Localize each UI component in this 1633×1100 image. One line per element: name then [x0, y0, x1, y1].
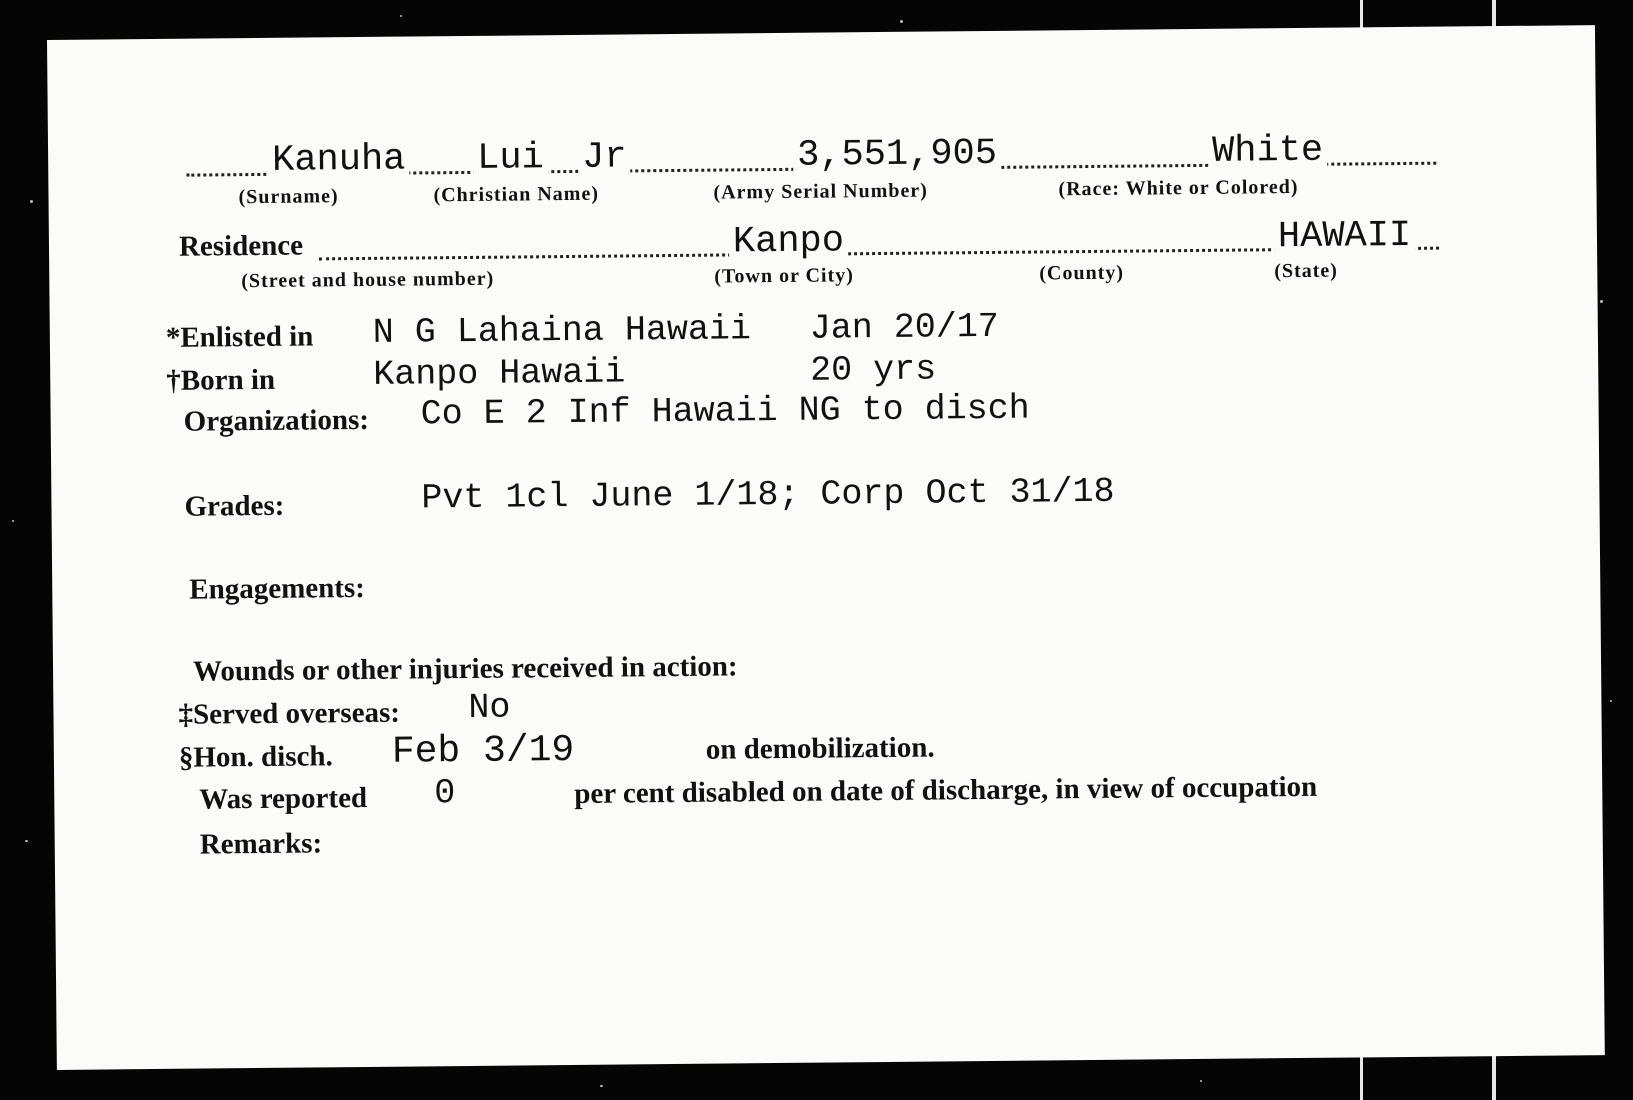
- scan-speck: [400, 15, 402, 17]
- wounds-label: Wounds or other injuries received in action:: [192, 650, 738, 688]
- christian-name-caption: (Christian Name): [433, 182, 600, 207]
- hon-disch-date-value: Feb 3/19: [391, 728, 575, 774]
- born-place-value: Kanpo Hawaii: [373, 352, 626, 395]
- street-caption: (Street and house number): [241, 267, 495, 293]
- organizations-value: Co E 2 Inf Hawaii NG to disch: [420, 388, 1030, 435]
- surname-value: Kanuha: [268, 139, 410, 182]
- record-card: [47, 25, 1605, 1070]
- born-label: †Born in: [166, 363, 276, 397]
- town-caption: (Town or City): [714, 264, 854, 288]
- race-caption: (Race: White or Colored): [1058, 175, 1299, 201]
- scan-speck: [600, 1085, 603, 1087]
- scan-speck: [1200, 1080, 1202, 1082]
- name-suffix-value: Jr: [578, 136, 631, 179]
- reported-label: Was reported: [199, 781, 368, 816]
- scan-speck: [12, 520, 14, 522]
- hon-disch-label: §Hon. disch.: [178, 740, 333, 774]
- born-age-value: 20 yrs: [810, 349, 937, 391]
- enlisted-label: *Enlisted in: [165, 320, 314, 354]
- scan-speck: [1610, 700, 1612, 702]
- race-value: White: [1208, 130, 1327, 173]
- remarks-label: Remarks:: [199, 827, 323, 861]
- residence-town-value: Kanpo: [729, 220, 848, 263]
- served-overseas-label: ‡Served overseas:: [178, 696, 401, 731]
- residence-label: Residence: [178, 229, 304, 263]
- residence-line: [319, 247, 1439, 261]
- reported-suffix: per cent disabled on date of discharge, in view of occupation: [574, 770, 1318, 810]
- scan-speck: [25, 840, 28, 842]
- residence-state-value: HAWAII: [1274, 215, 1416, 258]
- surname-caption: (Surname): [238, 185, 339, 209]
- served-overseas-value: No: [468, 687, 511, 728]
- grades-value: Pvt 1cl June 1/18; Corp Oct 31/18: [421, 471, 1115, 519]
- christian-name-value: Lui: [473, 137, 548, 180]
- serial-number-value: 3,551,905: [793, 133, 1001, 177]
- scan-speck: [1600, 300, 1603, 303]
- state-caption: (State): [1274, 259, 1339, 283]
- scan-speck: [30, 200, 33, 203]
- county-caption: (County): [1039, 261, 1125, 285]
- reported-value: 0: [434, 773, 456, 814]
- enlisted-date-value: Jan 20/17: [809, 306, 1000, 349]
- grades-label: Grades:: [184, 489, 285, 523]
- hon-disch-suffix: on demobilization.: [705, 731, 935, 766]
- engagements-label: Engagements:: [189, 571, 366, 606]
- serial-caption: (Army Serial Number): [713, 179, 928, 204]
- organizations-label: Organizations:: [183, 403, 370, 438]
- enlisted-place-value: N G Lahaina Hawaii: [372, 309, 752, 353]
- scan-speck: [900, 20, 903, 23]
